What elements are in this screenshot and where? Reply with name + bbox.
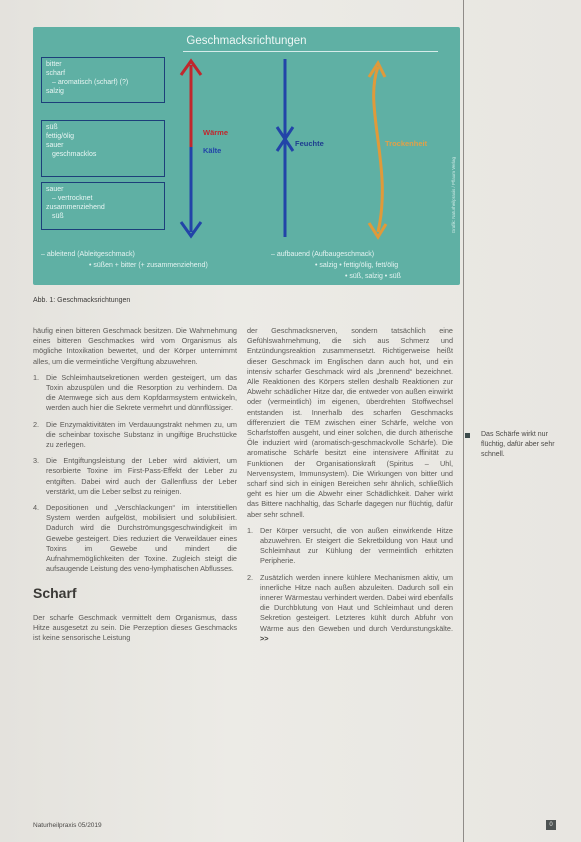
list-item (33, 373, 237, 414)
figure-caption: Abb. 1: Geschmacksrichtungen (33, 297, 131, 304)
list-text: Die Entgiftungsleistung der Leber wird aktiviert, um resorbierte Toxine im First-Pass-Effekt der Leber zu entgiften. Dabei wird auch der Gallenfluss der Leber verstärkt, um die Leber selbst zu reinigen. (46, 456, 237, 496)
left-list (33, 373, 237, 575)
list-number: 4. (33, 503, 40, 513)
figure-foot-right-3: • süß, salzig • süß (345, 273, 401, 280)
list-text: Der Körper versucht, die von außen einwirkende Hitze abzuwehren. Er steigert die Sekretbildung von Haut und Schleimhaut zur Kühlung der vermeintlich erhitzten Peripherie. (260, 525, 453, 566)
moist-arrow (277, 59, 293, 237)
section-heading: Scharf (33, 585, 77, 602)
warm-cold-arrow (181, 61, 201, 236)
figure-foot-right-1: – aufbauend (Aufbaugeschmack) (271, 251, 375, 258)
box-line: geschmacklos (52, 151, 97, 158)
figure-foot-right-2: • salzig • fettig/ölig, fett/ölig (315, 262, 399, 269)
figure-credit: Grafik: Naturheilpraxis / Pflaum Verlag (451, 157, 456, 234)
list-number: 3. (33, 456, 40, 466)
box-line: bitter (46, 61, 62, 68)
page-footer: Naturheilpraxis 05/2019 (33, 822, 102, 829)
list-text: Die Enzymaktivitäten im Verdauungstrakt nehmen zu, um die scheinbar toxische Substanz in ungiftige Bruchstücke zu zerlegen. (46, 419, 237, 450)
box-line: süß (52, 213, 64, 220)
dry-arrow (369, 63, 386, 237)
page-number-badge: 0 (546, 820, 556, 830)
box-line: – aromatisch (scharf) (?) (52, 79, 129, 86)
label-warm: Wärme (203, 128, 229, 137)
box-line: scharf (46, 70, 66, 77)
label-moist: Feuchte (295, 139, 324, 148)
list-number: 2. (247, 572, 254, 582)
figure-foot-left-2: • süßen + bitter (+ zusammenziehend) (89, 262, 208, 269)
list-text: Depositionen und „Verschlackungen“ im interstitiellen System werden aufgelöst, mobilisiert und solubilisiert. Dadurch wird die Durchströmungsgeschwindigkeit im Gewebe gesteigert. Dies reduziert die Verweildauer eines Toxins im Gewebe und mindert die Aufnahmemöglichkeiten der Toxine. Zugleich steigt die aufsaugende Leistung des veno-lymphatischen Abflusses. (46, 503, 237, 574)
taste-figure (33, 27, 460, 285)
right-column (247, 326, 453, 650)
list-number: 1. (33, 372, 40, 382)
label-dry: Trockenheit (385, 139, 428, 148)
continue-marker: >> (260, 633, 269, 643)
figure-title: Geschmacksrichtungen (186, 35, 307, 47)
box-line: sauer (46, 142, 64, 149)
left-outro: Der scharfe Geschmack vermittelt dem Organismus, dass Hitze ausgesetzt zu sein. Die Perzeption dieses Geschmacks ist keine sensorische Leistung (33, 612, 237, 643)
box-line: süß (46, 124, 58, 131)
list-text: Die Schleimhautsekretionen werden gesteigert, um das Toxin abzuspülen und die Resorption zu verhindern. Da die Atemwege sich aus dem Kopfdarmsystem entwickeln, werden auch hier die Sekrete vermehrt und dünnflüssiger. (46, 372, 237, 413)
box-line: fettig/ölig (46, 133, 75, 140)
list-number: 2. (33, 419, 40, 429)
box-line: zusammenziehend (46, 204, 105, 211)
label-cold: Kälte (203, 146, 222, 155)
right-list (247, 526, 453, 644)
left-column (33, 326, 237, 649)
figure-foot-left-1: – ableitend (Ableitgeschmack) (41, 251, 135, 258)
box-line: – vertrocknet (52, 195, 93, 202)
list-item (33, 456, 237, 497)
list-item (33, 420, 237, 451)
margin-bullet-icon (465, 433, 470, 438)
column-divider (463, 0, 464, 842)
figure-arrows (33, 27, 460, 285)
list-number: 1. (247, 525, 254, 535)
right-paragraph: der Geschmacksnerven, sondern tatsächlich eine Gefühlswahrnehmung, die sich aus Schmerz und Entzündungsreaktion zusammensetzt. Richtigerweise heißt dieser Geschmack im Englischen dann auch hot, und ein intensiv scharfer Geschmack wird als „brennend“ bezeichnet. Alle Reaktionen des Körpers stellen deshalb Reaktionen zur Abwehr schädlicher Hitze dar, die entweder von außen einwirkt oder (vermeintlich) im eigenen, überdrehten Stoffwechsel entstanden ist. Innerhalb des scharfen Geschmacks differenziert die TEM zwischen einer Schärfe, welche von Scharfstoffen ausgeht, und einer solchen, die durch ätherische Öle induziert wird (aromatisch-geschmackvolle Schärfe). Die aromatische Schärfe besitzt eine intensivere Affinität zu Funktionen der Organisationskraft (Spiritus – Uhl, Nervensystem, Immunsystem). Die Wirkungen von bitter und scharf sind sich in einigen Bereichen sehr ähnlich, schließlich geht es hier um die Abwehr einer Schädlichkeit. Daher wirkt das Bittere nachhaltig, das Scharfe dagegen nur flüchtig, dafür aber sehr schnell. (247, 326, 453, 519)
list-item (33, 503, 237, 574)
list-item (247, 526, 453, 567)
list-item (247, 573, 453, 644)
left-intro: häufig einen bitteren Geschmack besitzen. Die Wahrnehmung eines bitteren Geschmackes wird vom Organismus als mögliche Intoxikation bewertet, und der Körper unternimmt alles, um die vermeintliche Vergiftung abzuwehren. (33, 326, 237, 366)
margin-note: Das Schärfe wirkt nur flüchtig, dafür aber sehr schnell. (481, 431, 555, 458)
box-line: sauer (46, 186, 64, 193)
list-text: Zusätzlich werden innere kühlere Mechanismen aktiv, um innerliche Hitze nach außen abzuleiten. Dadurch soll ein innerer Wärmestau verhindert werden. Dabei wird ebenfalls die Durchblutung von Haut und Schleimhaut und deren Sekretion gesteigert. Letzteres kühlt durch Abfuhr von Wärme aus den Geweben und durch Verdunstungskälte. (260, 572, 453, 633)
box-line: salzig (46, 88, 64, 95)
